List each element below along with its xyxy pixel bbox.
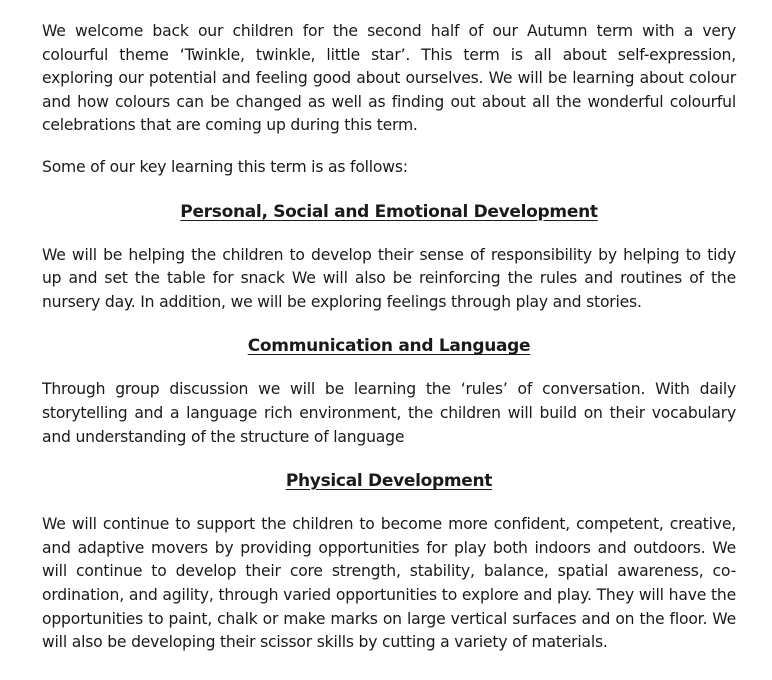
heading-personal-social-emotional: Personal, Social and Emotional Development	[180, 201, 598, 222]
heading-physical-development: Physical Development	[285, 471, 493, 492]
body-physical-development: We will continue to support the children to become more confident, competent, creative, and adaptive movers by providing opportunities for play both indoors and outdoors. We will continue to develop their core strength, stability, balance, spatial awareness, co-ordination, and agility, through varied opportunities to explore and play. They will have the opportunities to paint, chalk or make marks on large vertical surfaces and on the floor. We will also be developing their scissor skills by cutting a variety of materials.	[42, 515, 736, 652]
intro-paragraph: We welcome back our children for the second half of our Autumn term with a very colourful theme ‘Twinkle, twinkle, little star’. This term is all about self-expression, exploring our potential and feeling good about ourselves. We will be learning about colour and how colours can be changed as well as finding out about all the wonderful colourful celebrations that are coming up during this term.	[42, 22, 736, 135]
newsletter-document	[42, 20, 736, 655]
body-personal-social-emotional: We will be helping the children to develop their sense of responsibility by helping to tidy up and set the table for snack We will also be reinforcing the rules and routines of the nursery day. In addition, we will be exploring feelings through play and stories.	[42, 245, 736, 311]
heading-communication-language: Communication and Language	[247, 336, 531, 357]
body-communication-language: Through group discussion we will be learning the ‘rules’ of conversation. With daily storytelling and a language rich environment, the children will build on their vocabulary and understanding of the structure of language	[42, 380, 736, 446]
key-learning-line: Some of our key learning this term is as follows:	[42, 157, 408, 176]
